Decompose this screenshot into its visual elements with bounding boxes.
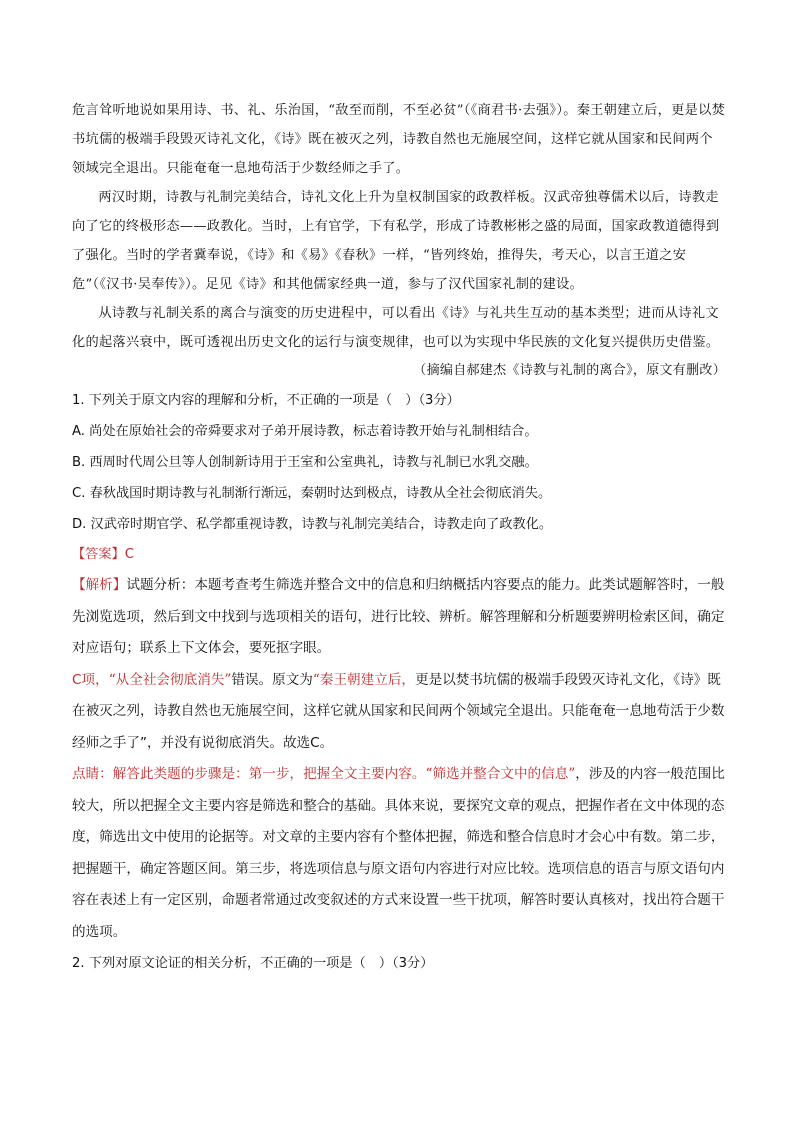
option-c: C. 春秋战国时期诗教与礼制渐行渐远，秦朝时达到极点，诗教从全社会彻底消失。 bbox=[72, 486, 552, 501]
analysis-text: 试题分析：本题考查考生筛选并整合文中的信息和归纳概括内容要点的能力。此类试题解答时，一般先浏览选项，然后到文中找到与选项相关的语句，进行比较、辨析。解答理解和分析题要辨明检索区间，确定对应语句；联系上下文体会，要死抠字眼。 bbox=[72, 577, 725, 656]
c-item-paragraph bbox=[72, 665, 726, 760]
tip-prefix: 点睛：解答此类题的步骤是：第一步，把握全文主要内容。 bbox=[72, 766, 426, 782]
tip-quote: “筛选并整合文中的信息” bbox=[425, 766, 576, 782]
c-item-quote-2: “秦王朝建立后， bbox=[312, 671, 416, 688]
c-item-prefix: C项， bbox=[72, 671, 109, 688]
passage-source: （摘编自郝建杰《诗教与礼制的离合》，原文有删改） bbox=[413, 363, 726, 378]
tip-rest: ，涉及的内容一般范围比较大，所以把握全文主要内容是筛选和整合的基础。具体来说，要探究文章的观点，把握作者在文中体现的态度，筛选出文中使用的论据等。对文章的主要内容有个整体把握，筛选和整合信息时才会心中有数。第二步，把握题干，确定答题区间。第三步，将选项信息与原文语句内容进行对应比较。选项信息的语言与原文语句内容在表述上有一定区别，命题者常通过改变叙述的方式来设置一些干扰项，解答时要认真核对，找出符合题干的选项。 bbox=[72, 766, 725, 940]
option-b: B. 西周时代周公旦等人创制新诗用于王室和公室典礼，诗教与礼制已水乳交融。 bbox=[72, 455, 538, 470]
document-page bbox=[72, 96, 726, 979]
passage-paragraph-2: 两汉时期，诗教与礼制完美结合，诗礼文化上升为皇权制国家的政教样板。汉武帝独尊儒术以后，诗教走向了它的终极形态——政教化。当时，上有官学，下有私学，形成了诗教彬彬之盛的局面，国家政教道德得到了强化。当时的学者冀奉说，《诗》和《易》《春秋》一样，“皆列终始，推得失，考天心，以言王道之安危”（《汉书·吴奉传》）。足见《诗》和其他儒家经典一道，参与了汉代国家礼制的建设。 bbox=[72, 190, 720, 292]
question-1-stem: 1. 下列关于原文内容的理解和分析，不正确的一项是（ ）（3分） bbox=[72, 393, 460, 408]
passage-paragraph-1: 危言耸听地说如果用诗、书、礼、乐治国，“敌至而削，不至必贫”（《商君书·去强》）。秦王朝建立后，更是以焚书坑儒的极端手段毁灭诗礼文化，《诗》既在被灭之列，诗教自然也无施展空间，这样它就从国家和民间两个领域完全退出。只能奄奄一息地苟活于少数经师之手了。 bbox=[72, 103, 726, 176]
c-item-quote-1: “从全社会彻底消失” bbox=[108, 671, 232, 688]
option-a: A. 尚处在原始社会的帝舜要求对子弟开展诗教，标志着诗教开始与礼制相结合。 bbox=[72, 424, 538, 439]
answer-label: 【答案】C bbox=[72, 547, 134, 562]
c-item-mid: 错误。原文为 bbox=[231, 671, 313, 688]
tip-paragraph bbox=[72, 759, 726, 948]
analysis-label: 【解析】 bbox=[72, 577, 127, 593]
option-d: D. 汉武帝时期官学、私学都重视诗教，诗教与礼制完美结合，诗教走向了政教化。 bbox=[72, 517, 553, 532]
passage-paragraph-3: 从诗教与礼制关系的离合与演变的历史进程中，可以看出《诗》与礼共生互动的基本类型；进而从诗礼文化的起落兴衰中，既可透视出历史文化的运行与演变规律，也可以为实现中华民族的文化复兴提供历史借鉴。 bbox=[72, 306, 720, 350]
analysis-paragraph bbox=[72, 570, 726, 665]
question-2-stem: 2. 下列对原文论证的相关分析，不正确的一项是（ ）（3分） bbox=[72, 956, 434, 971]
c-item-rest: 更是以焚书坑儒的极端手段毁灭诗礼文化，《诗》既在被灭之列，诗教自然也无施展空间，这样它就从国家和民间两个领域完全退出。只能奄奄一息地苟活于少数经师之手了”，并没有说彻底消失。故选C。 bbox=[72, 671, 725, 751]
